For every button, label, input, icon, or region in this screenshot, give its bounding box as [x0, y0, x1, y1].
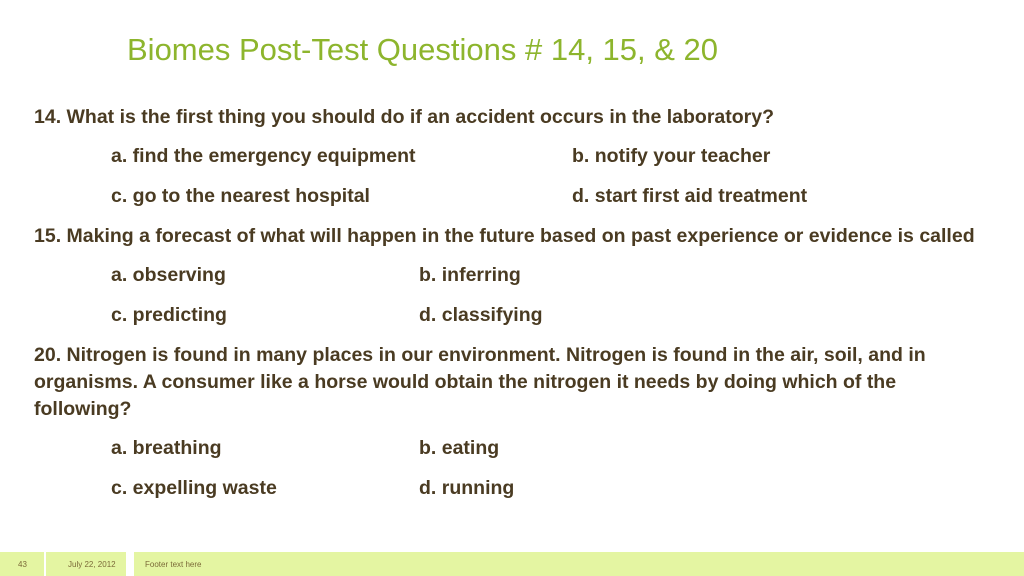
answer-b: b. eating: [419, 437, 500, 459]
answer-a: a. find the emergency equipment: [111, 145, 416, 167]
answer-d: d. start first aid treatment: [572, 185, 808, 207]
footer-date: July 22, 2012: [68, 560, 116, 569]
answer-d: d. classifying: [419, 304, 543, 326]
question-14-text: 14. What is the first thing you should do if an accident occurs in the laboratory?: [34, 106, 775, 128]
answer-a: a. breathing: [111, 437, 222, 459]
answer-c: c. expelling waste: [111, 477, 277, 499]
answer-c: c. go to the nearest hospital: [111, 185, 370, 207]
answer-row: [34, 475, 984, 502]
answer-d: d. running: [419, 477, 515, 499]
footer-divider: [126, 552, 134, 576]
answer-b: b. inferring: [419, 264, 521, 286]
question-20-text: 20. Nitrogen is found in many places in our environment. Nitrogen is found in the air, soil, and in organisms. A consumer like a horse would obtain the nitrogen it needs by doing which of the following?: [34, 344, 926, 420]
answer-row: [34, 302, 984, 329]
slide-number: 43: [18, 560, 27, 569]
footer-text: Footer text here: [145, 560, 202, 569]
slide-title: Biomes Post-Test Questions # 14, 15, & 20: [127, 32, 719, 67]
slide-footer: [0, 552, 1024, 576]
answer-b: b. notify your teacher: [572, 145, 771, 167]
answer-row: [34, 183, 984, 210]
answer-row: [34, 435, 984, 462]
answer-row: [34, 262, 984, 289]
question-15-text: 15. Making a forecast of what will happen in the future based on past experience or evidence is called: [34, 225, 975, 247]
footer-divider: [44, 552, 46, 576]
answer-a: a. observing: [111, 264, 226, 286]
answer-row: [34, 143, 984, 170]
slide-content: [34, 104, 984, 515]
answer-c: c. predicting: [111, 304, 227, 326]
